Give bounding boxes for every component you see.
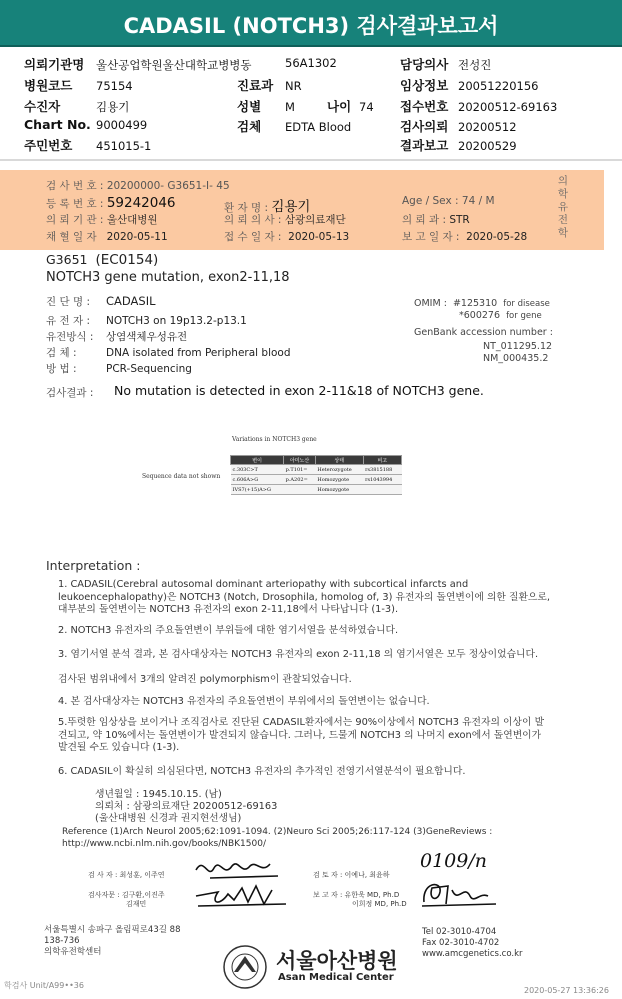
mode-label: 유전방식 : xyxy=(46,331,94,343)
gene-value: NOTCH3 on 19p13.2-p13.1 xyxy=(106,315,247,327)
table-row xyxy=(231,475,402,485)
inst-label: 의뢰기관명 xyxy=(24,57,85,72)
result-value: No mutation is detected in exon 2-11&18 of NOTCH3 gene. xyxy=(114,383,484,398)
asan-foundation-logo xyxy=(222,944,268,990)
request-value: 20200512 xyxy=(458,120,517,134)
hosp-code-value: 75154 xyxy=(96,79,133,93)
clinical-value: 20051220156 xyxy=(458,79,539,93)
address-line1: 서울특별시 송파구 올림픽로43길 88 xyxy=(44,925,181,935)
reporter-name2: 이희정 MD, Ph.D xyxy=(352,900,407,908)
cell: Heterozygote xyxy=(315,465,363,475)
receipt-label: 접수번호 xyxy=(400,99,449,114)
gene-label: 유 전 자 : xyxy=(46,315,90,327)
band-dept-value: STR xyxy=(449,214,470,226)
patient-header xyxy=(0,47,622,161)
name-label: 환 자 명 : xyxy=(224,202,268,214)
references: Reference (1)Arch Neurol 2005;62:1091-1094. (2)Neuro Sci 2005;26:117-124 (3)GeneReviews : xyxy=(62,827,493,837)
hospital-name-en: Asan Medical Center xyxy=(278,972,394,983)
address-line3: 의학유전학센터 xyxy=(44,947,102,957)
col-header: 비고 xyxy=(363,456,401,465)
inst-value: 울산공업학원울산대학교병병동 xyxy=(96,58,252,72)
variant-caption: Variations in NOTCH3 gene xyxy=(232,436,317,443)
specimen-value: EDTA Blood xyxy=(285,120,352,134)
spec-value: DNA isolated from Peripheral blood xyxy=(106,347,291,359)
omim-label: OMIM : xyxy=(414,298,447,309)
website[interactable]: www.amcgenetics.co.kr xyxy=(422,949,523,959)
method-label: 방 법 : xyxy=(46,363,77,375)
hosp-code-label: 병원코드 xyxy=(24,78,73,93)
collect-label: 채 혈 일 자 xyxy=(46,231,97,243)
cell: c.303C>T xyxy=(231,465,284,475)
interp-p2: 2. NOTCH3 유전자의 주요돌연변이 부위들에 대한 염기서열을 분석하였습니다. xyxy=(58,625,399,636)
interp-p3: 3. 염기서열 분석 결과, 본 검사대상자는 NOTCH3 유전자의 exon 2-11,18 의 염기서열은 모두 정상이었습니다. xyxy=(58,649,539,660)
address-line2: 138-736 xyxy=(44,936,80,946)
hospital-name-kr: 서울아산병원 xyxy=(276,949,398,973)
chart-value: 9000499 xyxy=(96,118,148,132)
test-code: G3651 xyxy=(46,252,88,267)
request-label: 검사의뢰 xyxy=(400,119,449,134)
name-value: 김용기 xyxy=(271,199,311,215)
telephone: Tel 02-3010-4704 xyxy=(422,927,497,937)
receive-label: 접 수 일 자 : xyxy=(224,231,282,243)
department-vertical-label xyxy=(556,175,570,240)
receive-value: 2020-05-13 xyxy=(288,231,350,243)
cell: IVS7(+15)A>G xyxy=(231,485,284,495)
side-char: 의 xyxy=(557,175,569,187)
rrn-label: 주민번호 xyxy=(24,138,73,153)
cell: p.A202= xyxy=(284,475,316,485)
sex-value: M xyxy=(285,100,295,114)
unit-code: 학검사 Unit/A99••36 xyxy=(4,981,84,990)
test-code2: (EC0154) xyxy=(95,252,159,268)
age-label: 나이 xyxy=(327,99,352,114)
diag-value: CADASIL xyxy=(106,294,156,308)
referrer-detail: (울산대병원 신경과 권지현선생님) xyxy=(95,813,242,824)
consult-signature xyxy=(190,876,294,912)
cell: rs1043994 xyxy=(363,475,401,485)
reporter-label: 보 고 자 : 유한욱 MD, Ph.D xyxy=(313,891,400,899)
reviewer-label: 검 토 자 : 이예나, 최윤하 xyxy=(313,871,390,879)
reporter-signature xyxy=(418,876,502,912)
specimen-label: 검체 xyxy=(237,119,262,134)
omim2: *600276 xyxy=(459,310,501,321)
receipt-value: 20200512-69163 xyxy=(458,100,558,114)
referrer: 의뢰처 : 삼광의료재단 20200512-69163 xyxy=(95,801,278,812)
dept-label: 진료과 xyxy=(237,78,274,93)
interp-p5: 5.뚜렷한 임상상을 보이거나 조직검사로 진단된 CADASIL환자에서는 90%이상에서 NOTCH3 유전자의 이상이 발견되고, 약 10%에서는 돌연변이가 발견되지 않습니다. 그러나, 드물게 NOTCH3 의 나머지 exon에서 돌연변이가 발견될 수도 있습니다 (1-3). xyxy=(58,717,545,753)
cell: c.606A>G xyxy=(231,475,284,485)
band-report-label: 보 고 일 자 : xyxy=(402,231,460,243)
band-inst-value: 울산대병원 xyxy=(106,214,158,226)
age-value: 74 xyxy=(359,100,374,114)
band-inst-label: 의 뢰 기 관 : xyxy=(46,214,104,226)
tester-label: 검 사 자 : 최성훈, 이주연 xyxy=(88,871,165,879)
birth-date: 생년월일 : 1945.10.15. (남) xyxy=(95,789,222,800)
omim1: #125310 xyxy=(452,298,498,309)
band-report-value: 2020-05-28 xyxy=(466,231,528,243)
genbank-label: GenBank accession number : xyxy=(414,327,553,338)
rrn-value: 451015-1 xyxy=(96,139,152,153)
side-char: 전 xyxy=(557,214,569,226)
consult-name2: 김재민 xyxy=(126,900,147,908)
genbank2: NM_000435.2 xyxy=(483,353,549,364)
sex-label: 성별 xyxy=(237,99,262,114)
sequence-note: Sequence data not shown xyxy=(142,473,221,480)
reviewer-signature: 0109/n xyxy=(420,850,487,872)
test-no-value: 20200000- G3651-I- xyxy=(106,180,213,192)
cell: rs3815188 xyxy=(363,465,401,475)
consult-label: 검사자문 : 김구환,이진주 xyxy=(88,891,165,899)
result-label: 검사결과 : xyxy=(46,387,94,399)
spec-label: 검 체 : xyxy=(46,347,77,359)
omim2-note: for gene xyxy=(506,311,542,321)
collect-value: 2020-05-11 xyxy=(106,231,168,243)
col-header: 상태 xyxy=(315,456,363,465)
doctor-value: 전성진 xyxy=(458,58,492,72)
interpretation-heading: Interpretation : xyxy=(46,558,141,573)
band-dept-label: 의 뢰 과 : xyxy=(402,214,446,226)
genbank1: NT_011295.12 xyxy=(483,341,553,352)
agesex-value: 74 / M xyxy=(461,195,495,207)
print-timestamp: 2020-05-27 13:36:26 xyxy=(524,986,609,995)
chart-label: Chart No. xyxy=(24,117,91,132)
dept-value: NR xyxy=(285,79,302,93)
patient-value: 김용기 xyxy=(96,100,130,114)
omim1-note: for disease xyxy=(503,299,550,309)
agesex-label: Age / Sex : xyxy=(402,195,459,207)
cell: p.T101= xyxy=(284,465,316,475)
test-no-suffix: 45 xyxy=(216,180,230,192)
band-doctor-label: 의 뢰 의 사 : xyxy=(224,214,282,226)
doctor-label: 담당의사 xyxy=(400,57,449,72)
fax: Fax 02-3010-4702 xyxy=(422,938,500,948)
method-value: PCR-Sequencing xyxy=(106,363,192,375)
cell: Homozygote xyxy=(315,475,363,485)
patient-label: 수진자 xyxy=(24,99,61,114)
interp-p1: 1. CADASIL(Cerebral autosomal dominant arteriopathy with subcortical infarcts and leukoencephalopathy)은 NOTCH3 (Notch, Drosophila, homolog of, 3) 유전자의 돌연변이에 의한 질환으로, 대부분의 돌연변이는 NOTCH3 유전자의 exon 2-11,18에서 나타납니다 (1-3). xyxy=(58,579,550,615)
table-row xyxy=(231,485,402,495)
interp-p4: 4. 본 검사대상자는 NOTCH3 유전자의 주요돌연변이 부위에서의 돌연변이는 없습니다. xyxy=(58,696,430,707)
report-title: CADASIL (NOTCH3) 검사결과보고서 xyxy=(0,0,622,47)
variant-table xyxy=(230,455,402,495)
test-no-label: 검 사 번 호 : xyxy=(46,180,104,192)
cell xyxy=(363,485,401,495)
col-header: 아미노산 xyxy=(284,456,316,465)
report-date-label: 결과보고 xyxy=(400,138,449,153)
table-row xyxy=(231,465,402,475)
report-date-value: 20200529 xyxy=(458,139,517,153)
clinical-label: 임상정보 xyxy=(400,78,449,93)
reg-label: 등 록 번 호 : xyxy=(46,198,104,210)
side-char: 학 xyxy=(557,188,569,200)
interp-p6: 6. CADASIL이 확실히 의심된다면, NOTCH3 유전자의 추가적인 전영기서열분석이 필요합니다. xyxy=(58,766,466,777)
side-char: 유 xyxy=(557,201,569,213)
reg-value: 59242046 xyxy=(106,195,176,211)
inst-code: 56A1302 xyxy=(285,56,337,70)
reference-url[interactable]: http://www.ncbi.nlm.nih.gov/books/NBK1500/ xyxy=(62,839,266,849)
cell: Homozygote xyxy=(315,485,363,495)
mode-value: 상염색체우성유전 xyxy=(106,331,188,343)
inst-row xyxy=(24,55,252,73)
interp-p3b: 검사된 범위내에서 3개의 알려진 polymorphism이 관찰되었습니다. xyxy=(58,674,352,685)
diag-label: 진 단 명 : xyxy=(46,296,90,308)
band-doctor-value: 삼광의료재단 xyxy=(284,214,346,226)
col-header: 변이 xyxy=(231,456,284,465)
side-char: 학 xyxy=(557,227,569,239)
cell xyxy=(284,485,316,495)
test-name: NOTCH3 gene mutation, exon2-11,18 xyxy=(46,270,290,285)
